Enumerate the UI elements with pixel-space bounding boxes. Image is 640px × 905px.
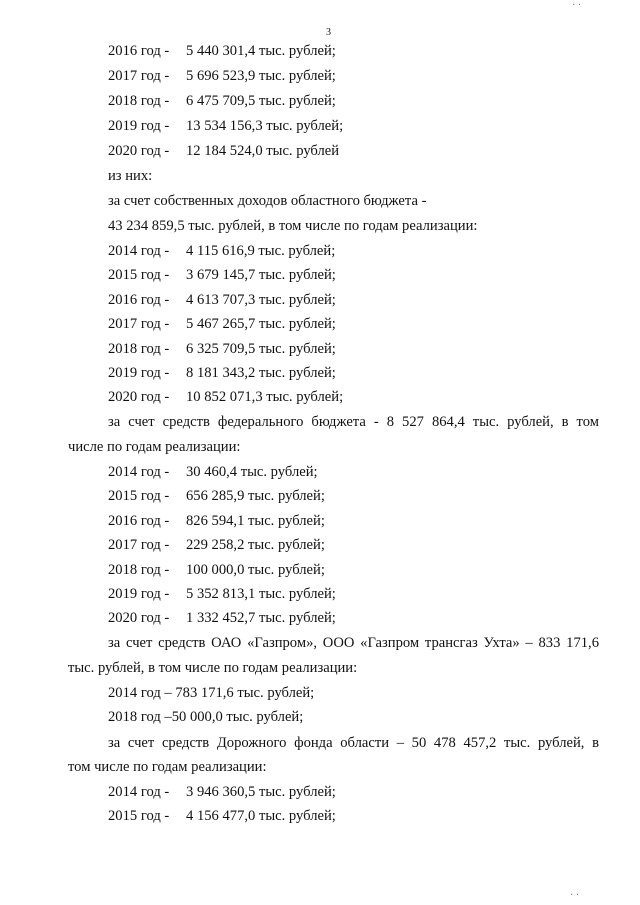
- year-label: 2016 год -: [108, 513, 170, 529]
- amount: 4 613 707,3 тыс. рублей;: [186, 292, 336, 308]
- budget-row: [108, 610, 336, 626]
- amount: 8 181 343,2 тыс. рублей;: [186, 365, 336, 381]
- amount: 100 000,0 тыс. рублей;: [186, 562, 325, 578]
- year-label: 2018 год -: [108, 341, 170, 357]
- year-label: 2020 год -: [108, 610, 170, 626]
- amount: 4 115 616,9 тыс. рублей;: [186, 243, 336, 259]
- amount: 3 946 360,5 тыс. рублей;: [186, 784, 336, 800]
- year-label: 2018 год -: [108, 562, 170, 578]
- budget-row: [108, 513, 325, 529]
- year-label: 2017 год -: [108, 537, 170, 553]
- own-income-title: за счет собственных доходов областного бюджета -: [108, 193, 427, 209]
- budget-row: [108, 586, 336, 602]
- year-label: 2019 год -: [108, 586, 170, 602]
- gazprom-2014-row: 2014 год – 783 171,6 тыс. рублей;: [108, 685, 315, 701]
- year-label: 2017 год -: [108, 68, 170, 84]
- year-label: 2019 год -: [108, 365, 170, 381]
- year-label: 2016 год -: [108, 43, 170, 59]
- budget-row: [108, 316, 336, 332]
- gazprom-funding-cont: тыс. рублей, в том числе по годам реализации:: [68, 660, 358, 676]
- federal-budget-title: за счет средств федерального бюджета - 8 527 864,4 тыс. рублей, в том: [108, 414, 599, 430]
- page-number: 3: [326, 27, 331, 38]
- year-label: 2019 год -: [108, 118, 170, 134]
- year-label: 2015 год -: [108, 488, 170, 504]
- budget-row: [108, 488, 325, 504]
- own-income-total: 43 234 859,5 тыс. рублей, в том числе по годам реализации:: [108, 218, 478, 234]
- amount: 826 594,1 тыс. рублей;: [186, 513, 325, 529]
- year-label: 2014 год -: [108, 464, 170, 480]
- amount: 13 534 156,3 тыс. рублей;: [186, 118, 344, 134]
- budget-row: [108, 365, 336, 381]
- amount: 6 475 709,5 тыс. рублей;: [186, 93, 336, 109]
- budget-row: [108, 43, 336, 59]
- year-label: 2015 год -: [108, 267, 170, 283]
- budget-row: [108, 292, 336, 308]
- amount: 3 679 145,7 тыс. рублей;: [186, 267, 336, 283]
- budget-row: [108, 341, 336, 357]
- amount: 30 460,4 тыс. рублей;: [186, 464, 318, 480]
- year-label: 2014 год -: [108, 784, 170, 800]
- year-label: 2020 год -: [108, 143, 170, 159]
- budget-row: [108, 464, 318, 480]
- road-fund-cont: том числе по годам реализации:: [68, 759, 267, 775]
- amount: 5 352 813,1 тыс. рублей;: [186, 586, 336, 602]
- year-label: 2018 год -: [108, 93, 170, 109]
- scan-mark: · ·: [572, 0, 582, 11]
- budget-row: [108, 143, 339, 159]
- amount: 10 852 071,3 тыс. рублей;: [186, 389, 344, 405]
- year-label: 2015 год -: [108, 808, 170, 824]
- budget-row: [108, 93, 336, 109]
- gazprom-funding-title: за счет средств ОАО «Газпром», ООО «Газпром трансгаз Ухта» – 833 171,6: [108, 635, 599, 651]
- amount: 656 285,9 тыс. рублей;: [186, 488, 325, 504]
- gazprom-2018-row: 2018 год –50 000,0 тыс. рублей;: [108, 709, 304, 725]
- amount: 12 184 524,0 тыс. рублей: [186, 143, 340, 159]
- budget-row: [108, 537, 325, 553]
- amount: 4 156 477,0 тыс. рублей;: [186, 808, 336, 824]
- amount: 1 332 452,7 тыс. рублей;: [186, 610, 336, 626]
- year-label: 2020 год -: [108, 389, 170, 405]
- amount: 6 325 709,5 тыс. рублей;: [186, 341, 336, 357]
- budget-row: [108, 784, 336, 800]
- year-label: 2016 год -: [108, 292, 170, 308]
- amount: 5 696 523,9 тыс. рублей;: [186, 68, 336, 84]
- scan-mark: · ·: [570, 890, 580, 901]
- amount: 5 467 265,7 тыс. рублей;: [186, 316, 336, 332]
- year-label: 2017 год -: [108, 316, 170, 332]
- budget-row: [108, 808, 336, 824]
- amount: 229 258,2 тыс. рублей;: [186, 537, 325, 553]
- budget-row: [108, 243, 335, 259]
- budget-row: [108, 389, 343, 405]
- road-fund-title: за счет средств Дорожного фонда области – 50 478 457,2 тыс. рублей, в: [108, 735, 599, 751]
- budget-row: [108, 118, 343, 134]
- iz-nih-label: из них:: [108, 168, 153, 184]
- year-label: 2014 год -: [108, 243, 170, 259]
- budget-row: [108, 267, 336, 283]
- budget-row: [108, 562, 325, 578]
- budget-row: [108, 68, 336, 84]
- federal-budget-cont: числе по годам реализации:: [68, 439, 241, 455]
- amount: 5 440 301,4 тыс. рублей;: [186, 43, 336, 59]
